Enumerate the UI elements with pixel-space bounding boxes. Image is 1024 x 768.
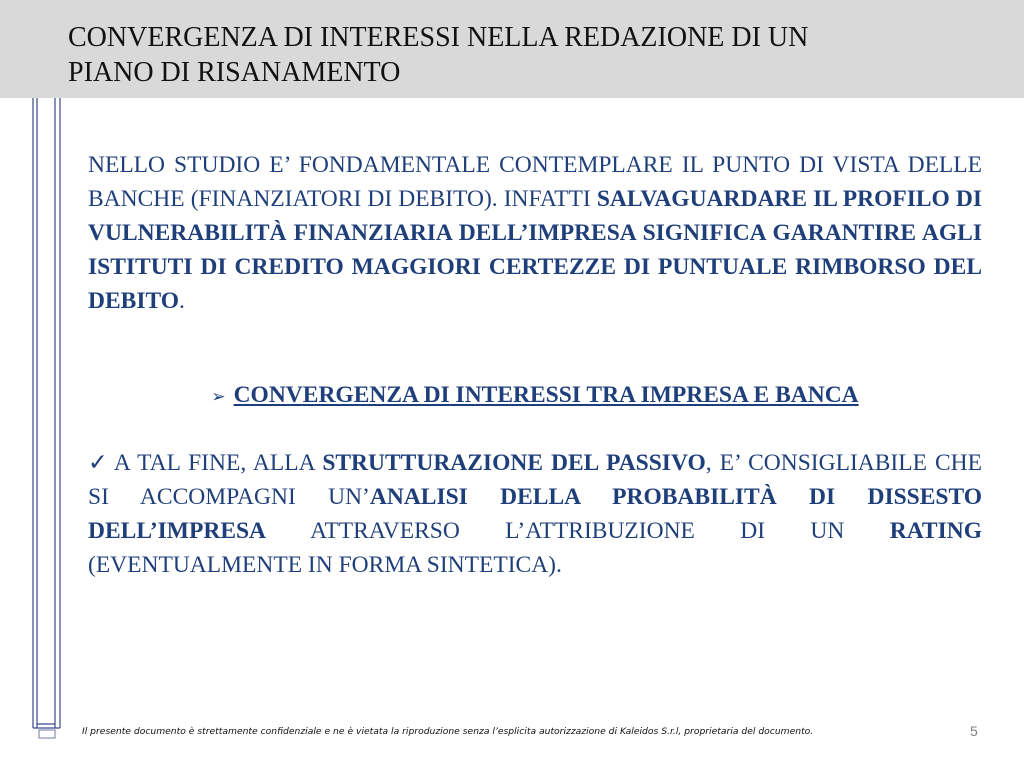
convergence-heading-text: CONVERGENZA DI INTERESSI TRA IMPRESA E BANCA — [233, 382, 859, 408]
p3-part-4: (EVENTUALMENTE IN FORMA SINTETICA). — [88, 552, 562, 578]
convergence-heading — [88, 378, 982, 414]
page-number: 5 — [970, 723, 978, 739]
decorative-border-lines — [0, 0, 70, 768]
footer-disclaimer: Il presente documento è strettamente confidenziale e ne è vietata la riproduzione senza l’esplicita autorizzazione di Kaleidos S.r.l, proprietaria del documento. — [82, 726, 814, 737]
arrow-bullet-icon: ➢ — [211, 387, 226, 406]
p3-part-1: A TAL FINE, ALLA — [113, 450, 323, 476]
paragraph-banks-viewpoint — [88, 148, 982, 318]
p1-intro: NELLO STUDIO E’ FONDAMENTALE CONTEMPLARE IL PUNTO DI VISTA DELLE BANCHE (FINANZIATORI DI DEBITO). INFATTI — [88, 152, 982, 212]
p1-bold-statement: SALVAGUARDARE IL PROFILO DI VULNERABILITÀ FINANZIARIA DELL’IMPRESA SIGNIFICA GARANTIRE AGLI ISTITUTI DI CREDITO MAGGIORI CERTEZZE DI PUNTUALE RIMBORSO DEL DEBITO — [88, 186, 982, 314]
check-mark-icon: ✓ — [88, 450, 110, 476]
p1-end: . — [179, 288, 185, 314]
p3-bold-2: ANALISI DELLA PROBABILITÀ DI DISSESTO DELL’IMPRESA — [88, 484, 983, 544]
p3-part-3: ATTRAVERSO L’ATTRIBUZIONE DI UN — [266, 518, 890, 544]
title-line-2: PIANO DI RISANAMENTO — [68, 57, 401, 88]
title-line-1: CONVERGENZA DI INTERESSI NELLA REDAZIONE DI UN — [68, 22, 809, 53]
p3-bold-1: STRUTTURAZIONE DEL PASSIVO — [322, 450, 706, 476]
p3-bold-3: RATING — [889, 518, 982, 544]
paragraph-rating — [88, 446, 982, 582]
p3-part-2: , E’ CONSIGLIABILE CHE SI ACCOMPAGNI UN’ — [88, 450, 982, 510]
slide-title — [68, 20, 968, 90]
